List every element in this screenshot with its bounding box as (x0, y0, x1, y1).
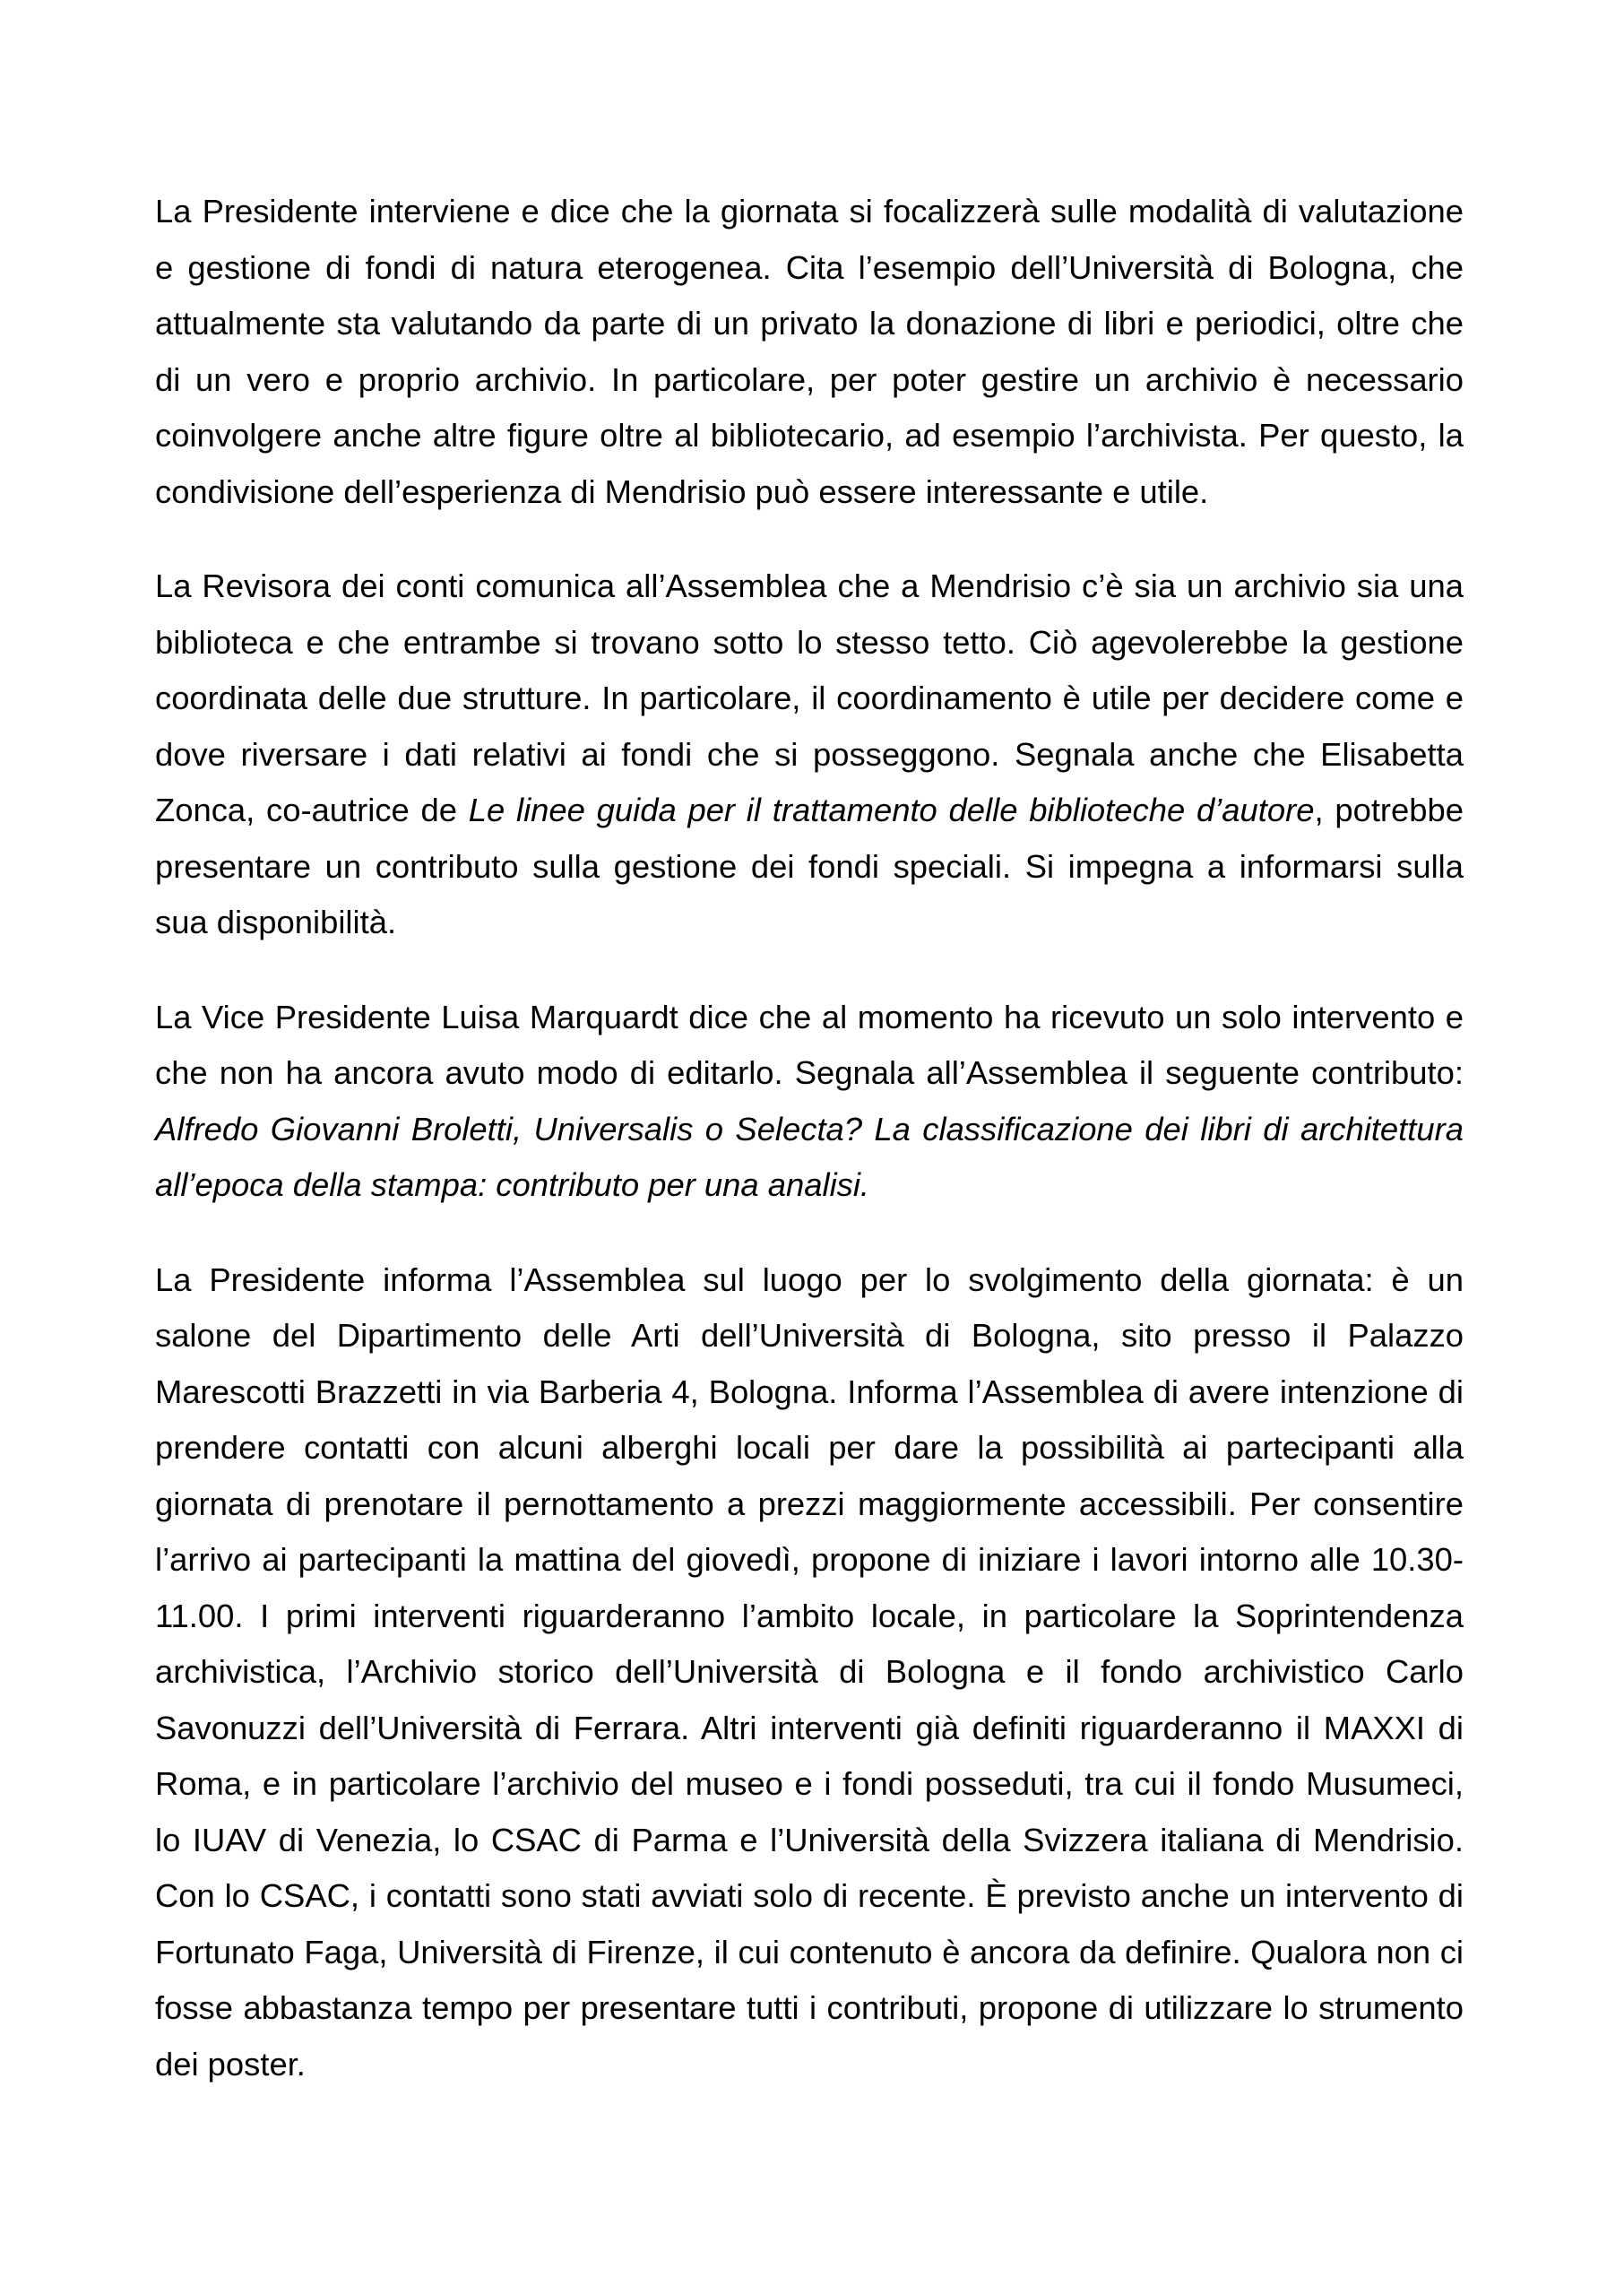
paragraph-vice-presidente (155, 990, 1464, 1214)
paragraph-text-continued: , potrebbe presentare un contributo sulla gestione dei fondi speciali. Si impegna a informarsi sulla sua disponibilità. (155, 792, 1464, 940)
italic-contribution-citation: Alfredo Giovanni Broletti, Universalis o Selecta? La classificazione dei libri di architettura all’epoca della stampa: contributo per una analisi. (155, 1110, 1464, 1203)
paragraph-presidente-intro (155, 184, 1464, 520)
paragraph-text: La Presidente informa l’Assemblea sul luogo per lo svolgimento della giornata: è un salone del Dipartimento delle Arti dell’Università di Bologna, sito presso il Palazzo Marescotti Brazzetti in via Barberia 4, Bologna. Informa l’Assemblea di avere intenzione di prendere contatti con alcuni alberghi locali per dare la possibilità ai partecipanti alla giornata di prenotare il pernottamento a prezzi maggiormente accessibili. Per consentire l’arrivo ai partecipanti la mattina del giovedì, propone di iniziare i lavori intorno alle 10.30-11.00. I primi interventi riguarderanno l’ambito locale, in particolare la Soprintendenza archivistica, l’Archivio storico dell’Università di Bologna e il fondo archivistico Carlo Savonuzzi dell’Università di Ferrara. Altri interventi già definiti riguarderanno il MAXXI di Roma, e in particolare l’archivio del museo e i fondi posseduti, tra cui il fondo Musumeci, lo IUAV di Venezia, lo CSAC di Parma e l’Università della Svizzera italiana di Mendrisio. Con lo CSAC, i contatti sono stati avviati solo di recente. È previsto anche un intervento di Fortunato Faga, Università di Firenze, il cui contenuto è ancora da definire. Qualora non ci fosse abbastanza tempo per presentare tutti i contributi, propone di utilizzare lo strumento dei poster. (155, 1260, 1464, 2083)
paragraph-text: La Presidente interviene e dice che la giornata si focalizzerà sulle modalità di valutazione e gestione di fondi di natura eterogenea. Cita l’esempio dell’Università di Bologna, che attualmente sta valutando da parte di un privato la donazione di libri e periodici, oltre che di un vero e proprio archivio. In particolare, per poter gestire un archivio è necessario coinvolgere anche altre figure oltre al bibliotecario, ad esempio l’archivista. Per questo, la condivisione dell’esperienza di Mendrisio può essere interessante e utile. (155, 193, 1464, 510)
paragraph-presidente-luogo (155, 1252, 1464, 2093)
document-body (155, 184, 1464, 2092)
paragraph-text: La Vice Presidente Luisa Marquardt dice che al momento ha ricevuto un solo intervento e che non ha ancora avuto modo di editarlo. Segnala all’Assemblea il seguente contributo: (155, 998, 1464, 1091)
paragraph-revisora-conti (155, 559, 1464, 951)
paragraph-text: La Revisora dei conti comunica all’Assemblea che a Mendrisio c’è sia un archivio sia una biblioteca e che entrambe si trovano sotto lo stesso tetto. Ciò agevolerebbe la gestione coordinata delle due strutture. In particolare, il coordinamento è utile per decidere come e dove riversare i dati relativi ai fondi che si posseggono. Segnala anche che Elisabetta Zonca, co-autrice de (155, 567, 1464, 828)
italic-title-linee-guida: Le linee guida per il trattamento delle biblioteche d’autore (468, 792, 1315, 828)
